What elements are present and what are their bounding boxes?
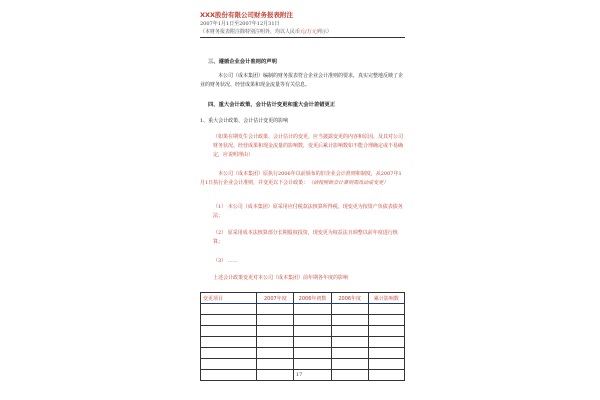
table-body	[201, 304, 405, 381]
table-cell	[257, 304, 294, 315]
currency-note-suffix: 列示）	[316, 29, 332, 35]
table-cell	[294, 348, 331, 359]
column-header-2006-begin: 2006年初数	[294, 293, 331, 304]
currency-unit: 元/万元	[300, 29, 317, 35]
table-cell	[257, 315, 294, 326]
policy-change-instruction: （请按照新会计准则需改动或变更）	[308, 180, 389, 186]
section-3-title: 三、遵循企业会计准则的声明	[208, 59, 277, 65]
table-cell	[331, 315, 368, 326]
item-1-title: 1、重大会计政策、会计估计变更的影响	[200, 118, 289, 124]
table-cell	[331, 326, 368, 337]
table-cell	[331, 348, 368, 359]
currency-note-prefix: （本财务报表附注除特别注明外，均以人民币	[200, 29, 301, 35]
column-header-2006: 2006年度	[331, 293, 368, 304]
table-cell	[331, 370, 368, 381]
table-cell	[331, 359, 368, 370]
table-cell	[368, 326, 404, 337]
section-4-title: 四、重大会计政策、会计估计变更和重大会计差错更正	[208, 102, 336, 108]
currency-note	[200, 28, 332, 35]
table-cell	[257, 348, 294, 359]
table-cell	[257, 326, 294, 337]
table-cell	[201, 359, 257, 370]
table-cell	[201, 315, 257, 326]
policy-change-text: 本公司（成本集团）原执行2006年以前颁布的旧企业会计准则和制度，从2007年1月1日执行企业会计准则，并变更以下会计政策：	[200, 171, 402, 186]
table-cell	[294, 337, 331, 348]
table-row	[201, 326, 405, 337]
table-cell	[368, 315, 404, 326]
table-row	[201, 370, 405, 381]
table-cell	[257, 359, 294, 370]
table-cell	[294, 304, 331, 315]
table-cell	[294, 315, 331, 326]
policy-change-paragraph	[200, 170, 405, 188]
table-cell	[201, 348, 257, 359]
table-cell	[201, 304, 257, 315]
table-cell	[257, 337, 294, 348]
table-cell	[368, 337, 404, 348]
report-title: XXX股份有限公司财务报表附注	[200, 11, 294, 19]
table-cell	[368, 370, 404, 381]
table-cell	[368, 348, 404, 359]
table-header-row	[201, 293, 405, 304]
page-number: 17	[296, 372, 303, 378]
item-1-note: （如果在期发生会计政策、会计估计的变更，应当披露变更的内容和原因、及其对公司财务状况、经营成果和现金流量的影响数，变更后累计影响数如不能合理确定或不易确定，应说明理由）	[213, 134, 404, 158]
table-cell	[331, 337, 368, 348]
policy-list-item-2: （2） 原采用成本法核算部分长期股权投资，现变更为权益法且调整以前年度进行核算；	[213, 230, 398, 245]
table-cell	[294, 359, 331, 370]
table-row	[201, 337, 405, 348]
table-row	[201, 348, 405, 359]
section-3-body: 本公司（成本集团）编制的财务报表符合企业会计准则的要求，真实完整地反映了企业的财务状况、经营成果和现金流量等有关信息。	[200, 73, 404, 88]
table-cell	[201, 337, 257, 348]
table-row	[201, 304, 405, 315]
report-period: 2007年1月1日至2007年12月31日	[200, 21, 280, 27]
table-row	[201, 359, 405, 370]
table-cell	[368, 304, 404, 315]
table-cell	[201, 326, 257, 337]
table-cell	[331, 304, 368, 315]
table-intro: 上述会计政策变更对本公司（成本集团）前年期各年度的影响	[213, 275, 349, 281]
policy-list-item-1: （1） 本公司（成本集团）原采用应付税款法核算所得税，现变更为按资产负债表债务法；	[213, 204, 403, 219]
table-cell	[294, 326, 331, 337]
policy-list-item-3: （3） ……	[213, 258, 238, 264]
table-row	[201, 315, 405, 326]
column-header-item: 变更项目	[201, 293, 257, 304]
column-header-2007: 2007年度	[257, 293, 294, 304]
table-cell	[368, 359, 404, 370]
column-header-cumulative: 累计影响数	[368, 293, 404, 304]
table-cell	[257, 370, 294, 381]
policy-impact-table	[200, 292, 405, 381]
header-divider	[200, 37, 405, 38]
table-cell	[201, 370, 257, 381]
